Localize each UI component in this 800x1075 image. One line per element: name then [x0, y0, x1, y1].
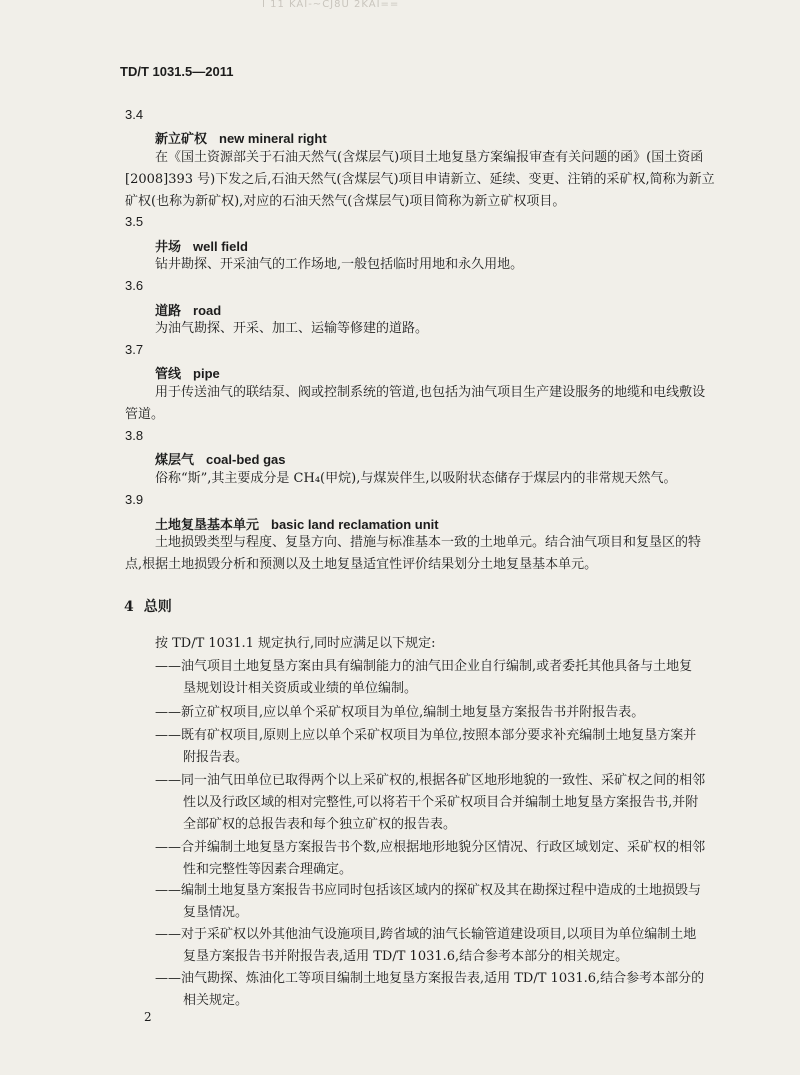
term-number: 3.5: [125, 214, 144, 229]
list-item: ——油气项目土地复垦方案由具有编制能力的油气田企业自行编制,或者委托其他具备与土地复: [155, 659, 693, 674]
section-heading: [124, 596, 172, 616]
list-item-continuation: 附报告表。: [183, 750, 249, 765]
term-heading: [155, 236, 248, 255]
term-en: new mineral right: [219, 131, 327, 146]
term-heading: [155, 300, 221, 319]
term-number: 3.7: [125, 342, 144, 357]
term-cn: 井场: [155, 240, 182, 255]
list-item-continuation: 复垦方案报告书并附报告表,适用 TD/T 1031.6,结合参考本部分的相关规定。: [183, 949, 629, 964]
term-cn: 道路: [155, 304, 182, 319]
term-en: coal-bed gas: [206, 452, 286, 467]
term-en: road: [193, 303, 222, 318]
scan-watermark: I 11 KAI-~CJ8U 2KAI==: [262, 0, 400, 10]
term-definition-line: 在《国土资源部关于石油天然气(含煤层气)项目土地复垦方案编报审查有关问题的函》(国土资函: [155, 150, 704, 165]
list-item: ——对于采矿权以外其他油气设施项目,跨省域的油气长输管道建设项目,以项目为单位编制土地: [155, 927, 697, 942]
term-definition-line: 土地损毁类型与程度、复垦方向、措施与标准基本一致的土地单元。结合油气项目和复垦区的特: [155, 535, 702, 550]
list-item-continuation: 相关规定。: [183, 993, 249, 1008]
term-definition-line: 矿权(也称为新矿权),对应的石油天然气(含煤层气)项目简称为新立矿权项目。: [125, 194, 566, 209]
term-definition-line: 俗称“斯”,其主要成分是 CH₄(甲烷),与煤炭伴生,以吸附状态储存于煤层内的非常规天然气。: [155, 471, 677, 486]
term-definition-line: [2008]393 号)下发之后,石油天然气(含煤层气)项目申请新立、延续、变更、注销的采矿权,简称为新立: [125, 172, 715, 187]
list-item: ——同一油气田单位已取得两个以上采矿权的,根据各矿区地形地貌的一致性、采矿权之间的相邻: [155, 773, 706, 788]
list-item-continuation: 性以及行政区域的相对完整性,可以将若干个采矿权项目合并编制土地复垦方案报告书,并附: [183, 795, 699, 810]
section-number: 4: [124, 599, 134, 615]
term-cn: 煤层气: [155, 453, 195, 468]
list-item: ——编制土地复垦方案报告书应同时包括该区域内的探矿权及其在勘探过程中造成的土地损毁与: [155, 883, 702, 898]
term-definition-line: 点,根据土地损毁分析和预测以及土地复垦适宜性评价结果划分土地复垦基本单元。: [125, 557, 598, 572]
list-item-continuation: 全部矿权的总报告表和每个独立矿权的报告表。: [183, 817, 457, 832]
term-number: 3.8: [125, 428, 144, 443]
list-item: ——合并编制土地复垦方案报告书个数,应根据地形地貌分区情况、行政区域划定、采矿权的相邻: [155, 840, 706, 855]
term-definition-line: 管道。: [125, 407, 165, 422]
page-number: 2: [144, 1010, 152, 1024]
term-en: well field: [193, 239, 248, 254]
term-cn: 新立矿权: [155, 132, 208, 147]
term-number: 3.9: [125, 492, 144, 507]
list-item-continuation: 复垦情况。: [183, 905, 249, 920]
term-en: basic land reclamation unit: [271, 517, 439, 532]
list-item-continuation: 垦规划设计相关资质或业绩的单位编制。: [183, 681, 418, 696]
term-number: 3.6: [125, 278, 144, 293]
term-cn: 管线: [155, 367, 182, 382]
term-heading: [155, 449, 285, 468]
list-item: ——新立矿权项目,应以单个采矿权项目为单位,编制土地复垦方案报告书并附报告表。: [155, 705, 645, 720]
term-heading: [155, 128, 327, 147]
term-number: 3.4: [125, 107, 144, 122]
list-item: ——既有矿权项目,原则上应以单个采矿权项目为单位,按照本部分要求补充编制土地复垦方案并: [155, 728, 697, 743]
term-definition-line: 用于传送油气的联结泵、阀或控制系统的管道,也包括为油气项目生产建设服务的地缆和电线敷设: [155, 385, 706, 400]
list-item-continuation: 性和完整性等因素合理确定。: [183, 862, 353, 877]
standard-code: TD/T 1031.5—2011: [120, 64, 234, 79]
list-item: ——油气勘探、炼油化工等项目编制土地复垦方案报告表,适用 TD/T 1031.6,结合参考本部分的: [155, 971, 705, 986]
term-definition-line: 钻井勘探、开采油气的工作场地,一般包括临时用地和永久用地。: [155, 257, 524, 272]
term-heading: [155, 514, 439, 533]
section-title: 总则: [143, 599, 172, 615]
term-definition-line: 为油气勘探、开采、加工、运输等修建的道路。: [155, 321, 429, 336]
term-heading: [155, 363, 220, 382]
term-en: pipe: [193, 366, 220, 381]
section-intro: 按 TD/T 1031.1 规定执行,同时应满足以下规定:: [155, 636, 436, 651]
term-cn: 土地复垦基本单元: [155, 518, 260, 533]
